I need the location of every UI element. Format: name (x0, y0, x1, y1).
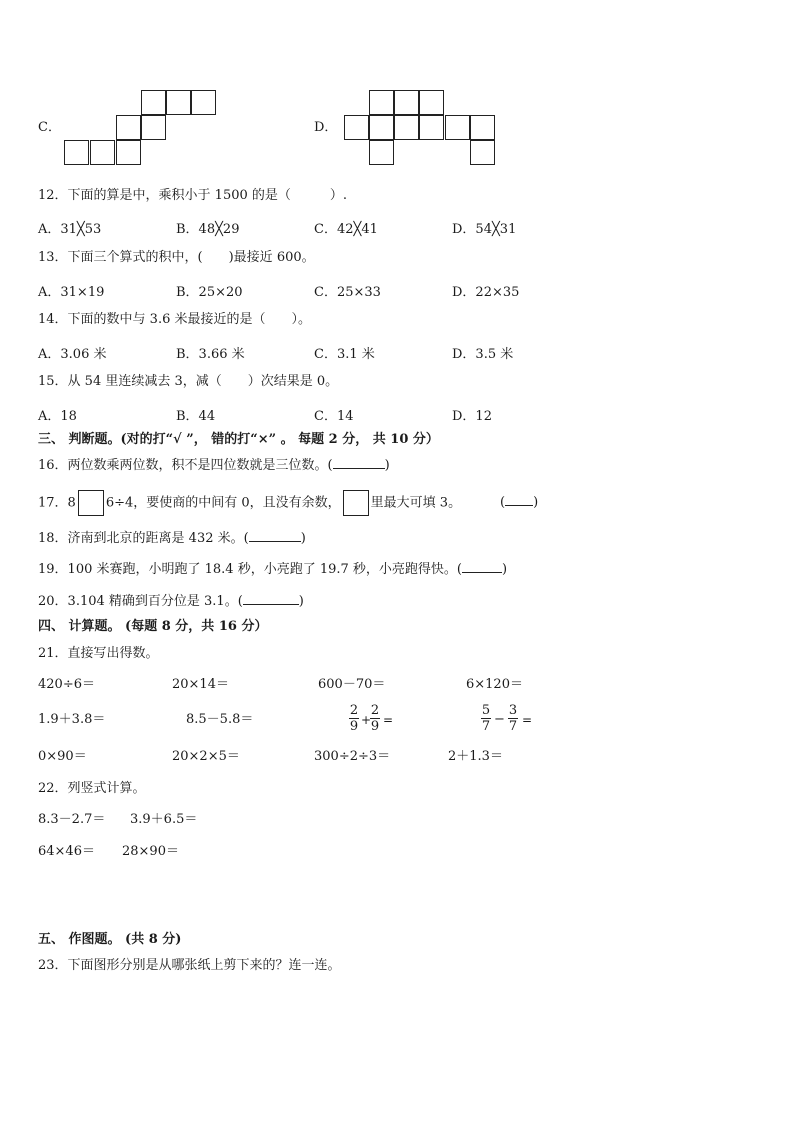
section-5-heading: 五、 作图题。 (共 8 分) (38, 932, 182, 947)
q21-item: 300÷2÷3＝ (314, 749, 391, 764)
section-4-heading: 四、 计算题。 (每题 8 分，共 16 分） (38, 619, 268, 634)
q21-item: 0×90＝ (38, 749, 87, 764)
q12-option-c[interactable]: C．42╳41 (314, 222, 378, 237)
q23-stem: 23．下面图形分别是从哪张纸上剪下来的？连一连。 (38, 958, 341, 973)
section-3-heading: 三、 判断题。(对的打“√ ”， 错的打“×” 。 每题 2 分， 共 10 分） (38, 432, 439, 447)
q21-fraction: 3 7 (508, 703, 518, 734)
q12-option-d[interactable]: D．54╳31 (452, 222, 517, 237)
q15-option-d[interactable]: D．12 (452, 409, 492, 424)
q15-stem: 15．从 54 里连续减去 3，减（ ）次结果是 0。 (38, 374, 339, 389)
q13-option-d[interactable]: D．22×35 (452, 285, 520, 300)
q12-stem: 12．下面的算是中，乘积小于 1500 的是（ ）. (38, 188, 348, 203)
q13-option-c[interactable]: C．25×33 (314, 285, 381, 300)
q18-answer-blank[interactable] (249, 541, 301, 542)
q18-row: 18．济南到北京的距离是 432 米。( ) (38, 531, 306, 546)
q15-option-a[interactable]: A．18 (38, 409, 77, 424)
q13-option-b[interactable]: B．25×20 (176, 285, 243, 300)
q17-digit-box-ref (343, 490, 369, 516)
q21-item: 420÷6＝ (38, 677, 95, 692)
q22-item: 64×46＝ (38, 844, 95, 859)
q21-fraction: 2 9 (370, 703, 380, 734)
q22-item: 8.3－2.7＝ (38, 812, 106, 827)
q17-answer: ( ) (500, 495, 539, 510)
q16-row: 16．两位数乘两位数，积不是四位数就是三位数。( ) (38, 458, 390, 473)
q22-item: 28×90＝ (122, 844, 179, 859)
q14-option-a[interactable]: A．3.06 米 (38, 347, 107, 362)
q17-answer-blank[interactable] (505, 505, 533, 506)
q15-option-b[interactable]: B．44 (176, 409, 216, 424)
q14-option-c[interactable]: C．3.1 米 (314, 347, 375, 362)
q22-item: 3.9＋6.5＝ (130, 812, 198, 827)
q21-item: 600－70＝ (318, 677, 386, 692)
option-c-label: C． (38, 120, 61, 135)
q19-answer-blank[interactable] (462, 572, 502, 573)
q12-option-b[interactable]: B．48╳29 (176, 222, 240, 237)
q21-item: 6×120＝ (466, 677, 523, 692)
q14-option-b[interactable]: B．3.66 米 (176, 347, 245, 362)
q20-row: 20．3.104 精确到百分位是 3.1。( ) (38, 594, 304, 609)
q14-stem: 14．下面的数中与 3.6 米最接近的是（ ）。 (38, 312, 311, 327)
q21-item: 8.5－5.8＝ (186, 712, 254, 727)
q16-text: 16．两位数乘两位数，积不是四位数就是三位数。( (38, 458, 333, 473)
q21-fraction: 2 9 (349, 703, 359, 734)
q21-item: 20×14＝ (172, 677, 229, 692)
q17-digit-box[interactable] (78, 490, 104, 516)
q14-option-d[interactable]: D．3.5 米 (452, 347, 514, 362)
q16-answer-blank[interactable] (333, 468, 385, 469)
q21-item: 1.9＋3.8＝ (38, 712, 106, 727)
q13-stem: 13．下面三个算式的积中，( )最接近 600。 (38, 250, 315, 265)
q21-item: 20×2×5＝ (172, 749, 240, 764)
q12-option-a[interactable]: A．31╳53 (38, 222, 102, 237)
q22-stem: 22．列竖式计算。 (38, 781, 146, 796)
q21-fraction: 5 7 (481, 703, 491, 734)
q15-option-c[interactable]: C．14 (314, 409, 354, 424)
q20-answer-blank[interactable] (243, 604, 299, 605)
q21-stem: 21．直接写出得数。 (38, 646, 159, 661)
q17-row: 17．8 6÷4，要使商的中间有 0，且没有余数， 里最大可填 3。 (38, 490, 461, 517)
q13-option-a[interactable]: A．31×19 (38, 285, 105, 300)
option-d-label: D． (314, 120, 338, 135)
q21-item: 2＋1.3＝ (448, 749, 503, 764)
q19-row: 19．100 米赛跑，小明跑了 18.4 秒，小亮跑了 19.7 秒，小亮跑得快。( ) (38, 562, 508, 577)
